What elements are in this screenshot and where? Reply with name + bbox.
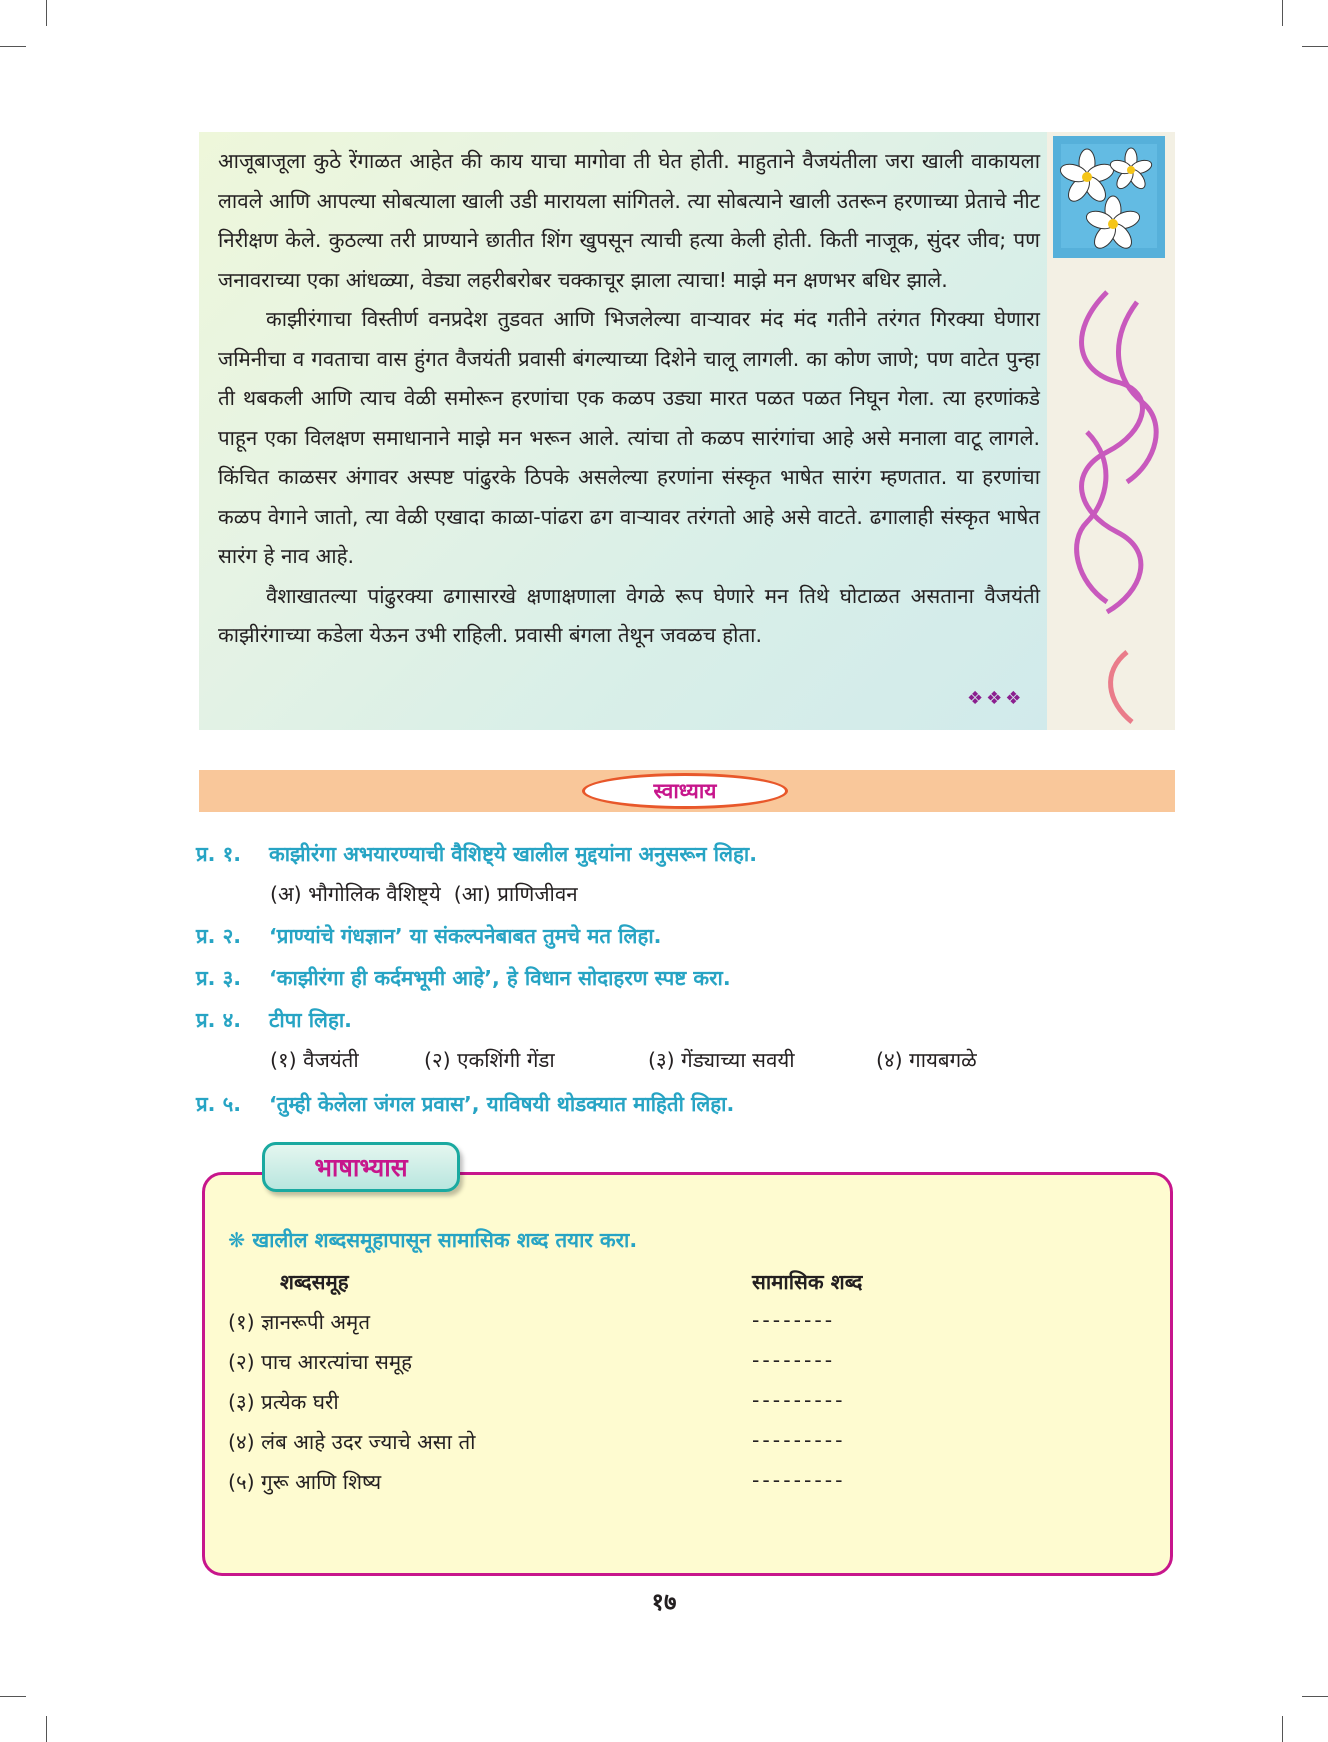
question-text: ‘काझीरंगा ही कर्दमभूमी आहे’, हे विधान सोदाहरण स्पष्ट करा. [269, 966, 731, 990]
crop-mark [1302, 46, 1328, 47]
question-text: ‘प्राण्यांचे गंधज्ञान’ या संकल्पनेबाबत तुमचे मत लिहा. [269, 924, 662, 948]
column-header-compound: सामासिक शब्द [752, 1270, 863, 1294]
exercise-phrase: (३) प्रत्येक घरी [228, 1390, 339, 1414]
passage-paragraph: वैशाखातल्या पांढुरक्या ढगासारखे क्षणाक्षणाला वेगळे रूप घेणारे मन तिथे घोटाळत असताना वैजयंती काझीरंगाच्या कडेला येऊन उभी राहिली. प्रवासी बंगला तेथून जवळच होता. [218, 583, 1040, 647]
answer-blank: -------- [752, 1308, 836, 1332]
column-header-phrase: शब्दसमूह [280, 1270, 349, 1294]
question-number: प्र. १. [196, 842, 242, 866]
tip-item: (१) वैजयंती [270, 1048, 359, 1072]
crop-mark [1282, 0, 1283, 26]
question-text: काझीरंगा अभयारण्याची वैशिष्ट्ये खालील मुद्दयांना अनुसरून लिहा. [269, 842, 757, 866]
answer-blank: -------- [752, 1348, 836, 1372]
question-1-sub: (अ) भौगोलिक वैशिष्ट्ये (आ) प्राणिजीवन [270, 882, 578, 906]
question-3 [196, 964, 731, 992]
question-number: प्र. ४. [196, 1008, 242, 1032]
crop-mark [46, 0, 47, 26]
question-2 [196, 922, 661, 950]
tip-item: (३) गेंड्याच्या सवयी [648, 1048, 795, 1072]
tip-item: (२) एकशिंगी गेंडा [424, 1048, 555, 1072]
question-1 [196, 840, 757, 868]
question-5 [196, 1090, 734, 1118]
end-mark: ❖❖❖ [967, 688, 1025, 709]
question-number: प्र. २. [196, 924, 242, 948]
passage-paragraph: आजूबाजूला कुठे रेंगाळत आहेत की काय याचा मागोवा ती घेत होती. माहुताने वैजयंतीला जरा खाली वाकायला लावले आणि आपल्या सोबत्याला खाली उडी मारायला सांगितले. त्या सोबत्याने खाली उतरून हरणाच्या प्रेताचे नीट निरीक्षण केले. कुठल्या तरी प्राण्याने छातीत शिंग खुपसून त्याची हत्या केली होती. किती नाजूक, सुंदर जीव; पण जनावराच्या एका आंधळ्या, वेड्या लहरीबरोबर चक्काचूर झाला त्याचा! माझे मन क्षणभर बधिर झाले. [218, 149, 1040, 292]
passage-paragraph: काझीरंगाचा विस्तीर्ण वनप्रदेश तुडवत आणि भिजलेल्या वाऱ्यावर मंद मंद गतीने तरंगत गिरक्या घेणारा जमिनीचा व गवताचा वास हुंगत वैजयंती प्रवासी बंगल्याच्या दिशेने चालू लागली. का कोण जाणे; पण वाटेत पुन्हा ती थबकली आणि त्याच वेळी समोरून हरणांचा एक कळप उड्या मारत पळत पळत निघून गेला. त्या हरणांकडे पाहून एका विलक्षण समाधानाने माझे मन भरून आले. त्यांचा तो कळप सारंगांचा आहे असे मनाला वाटू लागले. किंचित काळसर अंगावर अस्पष्ट पांढुरके ठिपके असलेल्या हरणांना संस्कृत भाषेत सारंग म्हणतात. या हरणांचा कळप वेगाने जातो, त्या वेळी एखादा काळा-पांढरा ढग वाऱ्यावर तरंगतो आहे असे वाटते. ढगालाही संस्कृत भाषेत सारंग हे नाव आहे. [218, 307, 1040, 568]
question-4 [196, 1006, 352, 1034]
swadhyay-title: स्वाध्याय [582, 773, 788, 809]
crop-mark [1302, 1696, 1328, 1697]
answer-blank: --------- [752, 1428, 846, 1452]
answer-blank: --------- [752, 1468, 846, 1492]
crop-mark [0, 1696, 26, 1697]
exercise-phrase: (२) पाच आरत्यांचा समूह [228, 1350, 412, 1374]
page-number: १७ [651, 1588, 677, 1616]
bhashabhyas-instruction: ❋ खालील शब्दसमूहापासून सामासिक शब्द तयार करा. [228, 1228, 638, 1252]
question-text: ‘तुम्ही केलेला जंगल प्रवास’, याविषयी थोडक्यात माहिती लिहा. [269, 1092, 735, 1116]
tip-item: (४) गायबगळे [876, 1048, 977, 1072]
crop-mark [1282, 1716, 1283, 1742]
exercise-phrase: (५) गुरू आणि शिष्य [228, 1470, 382, 1494]
exercise-phrase: (४) लंब आहे उदर ज्याचे असा तो [228, 1430, 476, 1454]
answer-blank: --------- [752, 1388, 846, 1412]
crop-mark [0, 46, 26, 47]
question-number: प्र. ५. [196, 1092, 242, 1116]
crop-mark [46, 1716, 47, 1742]
question-number: प्र. ३. [196, 966, 242, 990]
question-text: टीपा लिहा. [269, 1008, 352, 1032]
floral-decoration-icon [1047, 132, 1175, 730]
bhashabhyas-title: भाषाभ्यास [262, 1142, 460, 1192]
passage-text [218, 142, 1040, 656]
passage-box [199, 132, 1175, 730]
exercise-phrase: (१) ज्ञानरूपी अमृत [228, 1310, 371, 1334]
